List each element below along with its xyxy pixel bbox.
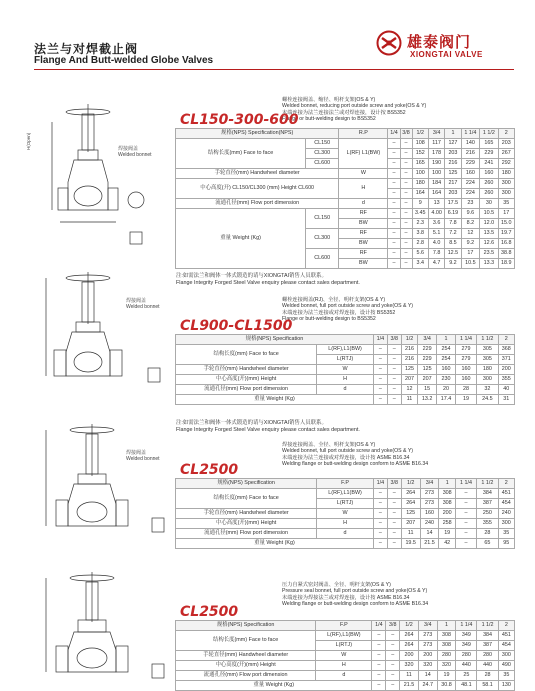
- s2-note: 注:如需法兰和阀体一体式锻造的请与XIONGTAI销售人员联系。 Flange Integrity Forged Steel Valve enquiry please contact sales department.: [176, 420, 360, 433]
- s3-spec-table: [175, 478, 515, 549]
- welded-bonnet-label-1: 焊接阀盖 Welded bonnet: [118, 146, 152, 158]
- table-row: BW – – 2.8 4.0 8.5 9.2 12.6 16.8: [176, 239, 515, 249]
- dim-h-label-1: H(Open): [26, 132, 31, 150]
- s1-note: 注:如需法兰和阀体一体式锻造的请与XIONGTAI销售人员联系。 Flange Integrity Forged Steel Valve enquiry please contact sales department.: [176, 273, 360, 286]
- table-row: CL300 – – 152 178 203 216 229 267: [176, 149, 515, 159]
- table-row: 规格(NPS) Specification F.P 1/4 3/8 1/2 3/4 1 1 1/4 1 1/2 2: [176, 479, 515, 489]
- table-row: – – 164 164 203 224 260 300: [176, 189, 515, 199]
- s3-model-title: CL2500: [180, 462, 239, 478]
- table-row: 中心高度(开)(mm) Height H – – 207 240 258 – 355 300: [176, 519, 515, 529]
- table-row: 手轮直径(mm) Handwheel diameter W – – 125 160 200 – 250 240: [176, 509, 515, 519]
- table-row: L(RTJ) – – 264 273 308 – 387 454: [176, 499, 515, 509]
- s4-model-title: CL2500: [180, 604, 239, 620]
- page-header: [0, 0, 535, 74]
- table-row: 规格(NPS) Specification(NPS) R.P 1/4 3/8 1/2 3/4 1 1 1/4 1 1/2 2: [176, 129, 515, 139]
- table-row: 手轮直径(mm) Handwheel diameter W – – 200 200 280 280 280 300: [176, 651, 515, 661]
- table-row: 手轮直径(mm) Handwheel diameter W – – 100 100 125 160 160 180: [176, 169, 515, 179]
- table-row: 规格(NPS) Specification F.P 1/4 3/8 1/2 3/4 1 1 1/4 1 1/2 2: [176, 621, 515, 631]
- s4-description: 压力自紧式密封阀盖、全径、明杆支架(OS & Y) Pressure seal bonnet, full port outside screw and yoke(OS & Y) 末端连接为焊接法兰或对焊连接，设计按 ASME B16.34 Welding flange or butt-welding design conform to ASME B16.34: [282, 582, 429, 607]
- page-title-cn: 法兰与对焊截止阀: [34, 42, 139, 56]
- table-row: 中心高度(开) CL150/CL300 (mm) Height CL600 H – – 180 184 217 224 260 300: [176, 179, 515, 189]
- table-row: CL600 RF – – 5.6 7.8 12.5 17 23.5 38.8: [176, 249, 515, 259]
- table-row: 重量 Weight (Kg) – – 19.5 21.5 42 – 65 95: [176, 539, 515, 549]
- globe-valve-drawing-1: [46, 92, 168, 252]
- s1-spec-table: [175, 128, 515, 269]
- globe-valve-drawing-4: [40, 568, 170, 686]
- s2-spec-table: [175, 334, 515, 405]
- s2-model-title: CL900-CL1500: [180, 318, 293, 334]
- globe-valve-drawing-3: [40, 420, 170, 546]
- table-row: 中心高度(开)(mm) Height H – – 207 207 230 160 300 355: [176, 375, 515, 385]
- table-row: BW – – 2.3 3.6 7.8 8.2 12.0 15.0: [176, 219, 515, 229]
- table-row: 结构长度(mm) Face to face L(RF),L1(BW) – – 264 273 308 349 384 451: [176, 631, 515, 641]
- s2-description: 螺栓连接阀盖(RJ)、全径、明杆支架(OS & Y) Welded bonnet, full port outside screw and yoke(OS & Y) 末端连接为法兰连接或对焊连接，设计按 BS5352 Flange or butt-welding design to BS5352: [282, 297, 414, 322]
- table-row: 重量 Weight (Kg) – – 21.5 24.7 30.8 48.1 58.1 130: [176, 681, 515, 691]
- table-row: 流通孔径(mm) Flow port dimension d – – 9 13 17.5 23 30 35: [176, 199, 515, 209]
- brand-logo-icon: [376, 30, 402, 56]
- globe-valve-drawing-2: [40, 268, 168, 398]
- s1-description: 螺栓连接阀盖、缩径、明杆支架(OS & Y) Welded bonnet, reducing port outside screw and yoke(OS & Y) 末端连接为法兰连接法兰或对焊连接，设计按 BS5352 Flange or butt-welding design to BS5352: [282, 97, 427, 122]
- brand-name-en: XIONGTAI VALVE: [410, 50, 483, 59]
- table-row: 流通孔径(mm) Flow port dimension d – – 11 14 19 – 28 35: [176, 529, 515, 539]
- table-row: L(RTJ) – – 264 273 308 349 387 454: [176, 641, 515, 651]
- table-row: 流通孔径(mm) Flow port dimension d – – 12 15 20 28 32 40: [176, 385, 515, 395]
- s3-description: 焊接连接阀盖、全径、明杆支架(OS & Y) Welded bonnet, full port outside screw and yoke(OS & Y) 末端连接为法兰连接或对焊连接，设计按 ASME B16.34 Welding flange or butt-welding design conform to ASME B16.34: [282, 442, 429, 467]
- table-row: 重量 Weight (Kg) CL150 RF – – 3.45 4.00 6.19 9.6 10.5 17: [176, 209, 515, 219]
- brand-name-cn: 雄泰阀门: [407, 34, 472, 51]
- welded-bonnet-label-2: 焊接阀盖 Welded bonnet: [126, 298, 160, 310]
- table-row: 流通孔径(mm) Flow port dimension d – – 11 14 19 25 28 35: [176, 671, 515, 681]
- table-row: 结构长度(mm) Face to face CL150 L(RF) L1(BW) – – 108 117 127 140 165 203: [176, 139, 515, 149]
- table-row: 手轮直径(mm) Handwheel diameter W – – 125 125 160 160 180 200: [176, 365, 515, 375]
- s1-model-title: CL150-300-600: [180, 112, 299, 128]
- table-row: CL300 RF – – 3.8 5.1 7.2 12 13.5 19.7: [176, 229, 515, 239]
- table-row: L(RTJ) – – 216 229 254 279 305 371: [176, 355, 515, 365]
- table-row: CL600 – – 165 190 216 229 241 292: [176, 159, 515, 169]
- table-row: 规格(NPS) Specification 1/4 3/8 1/2 3/4 1 1 1/4 1 1/2 2: [176, 335, 515, 345]
- welded-bonnet-label-3: 焊接阀盖 Welded bonnet: [126, 450, 160, 462]
- page-title-en: Flange And Butt-welded Globe Valves: [34, 55, 214, 66]
- table-row: 中心高度(开)(mm) Height H – – 320 320 320 440 440 490: [176, 661, 515, 671]
- table-row: BW – – 3.4 4.7 9.2 10.5 13.3 18.9: [176, 259, 515, 269]
- table-row: 重量 Weight (Kg) – – 11 13.2 17.4 19 24.5 31: [176, 395, 515, 405]
- s4-spec-table: [175, 620, 515, 691]
- table-row: 结构长度(mm) Face to face L(RF),L1(BW) – – 216 229 254 279 305 368: [176, 345, 515, 355]
- header-divider: [34, 69, 514, 70]
- table-row: 结构长度(mm) Face to face L(RF),L1(BW) – – 264 273 308 – 384 451: [176, 489, 515, 499]
